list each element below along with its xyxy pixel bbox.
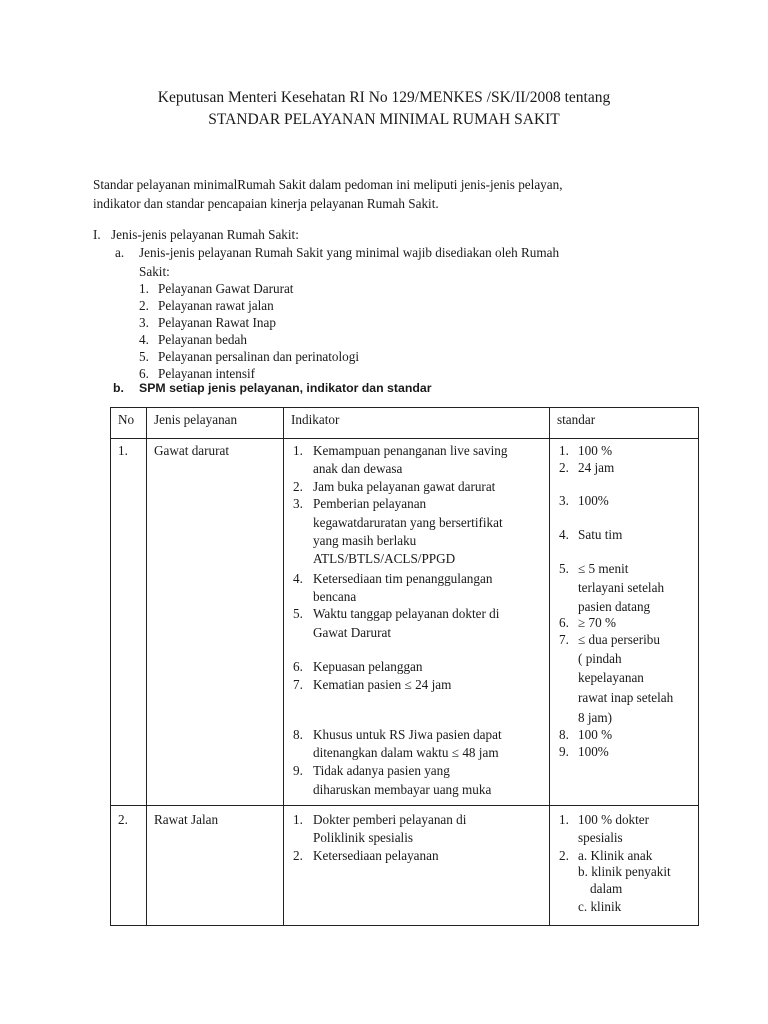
- row1-standar-item-text: 100%: [578, 493, 609, 508]
- row1-standar-item-number: 6.: [559, 615, 569, 630]
- row1-standar-item-number: 8.: [559, 727, 569, 742]
- service-item-number: 4.: [139, 332, 149, 347]
- row1-standar-item-text: rawat inap setelah: [578, 690, 674, 705]
- row2-standar-item-text: 100 % dokter: [578, 812, 650, 827]
- row1-indikator-item-number: 2.: [293, 479, 303, 494]
- row1-standar-item-text: terlayani setelah: [578, 580, 665, 595]
- row1-indikator-item-text: Tidak adanya pasien yang: [313, 763, 450, 778]
- service-item: Pelayanan bedah: [158, 332, 247, 347]
- service-item: Pelayanan persalinan dan perinatologi: [158, 349, 360, 364]
- section-marker: I.: [93, 227, 101, 242]
- service-item: Pelayanan intensif: [158, 366, 256, 381]
- row1-standar-item-number: 5.: [559, 561, 569, 576]
- row1-indikator-item-number: 8.: [293, 727, 303, 742]
- row1-indikator-item-text: ditenangkan dalam waktu ≤ 48 jam: [313, 745, 499, 760]
- row1-standar-item-text: ( pindah: [578, 651, 622, 666]
- sub-a-line2: Sakit:: [139, 264, 170, 279]
- row1-standar-item-text: kepelayanan: [578, 670, 644, 685]
- row1-indikator-item-number: 7.: [293, 677, 303, 692]
- row1-indikator-item-text: yang masih berlaku: [313, 533, 417, 548]
- row2-standar-item-text: spesialis: [578, 830, 623, 845]
- row1-indikator-item-number: 4.: [293, 571, 303, 586]
- row1-indikator-item-text: Khusus untuk RS Jiwa pasien dapat: [313, 727, 502, 742]
- row2-jenis: Rawat Jalan: [154, 812, 219, 827]
- intro-line1: Standar pelayanan minimalRumah Sakit dalam pedoman ini meliputi jenis-jenis pelayan,: [93, 177, 563, 192]
- sub-b-marker: b.: [113, 381, 124, 395]
- row1-jenis: Gawat darurat: [154, 443, 230, 458]
- row2-standar-item-text: a. Klinik anak: [578, 848, 653, 863]
- row1-indikator-item-number: 9.: [293, 763, 303, 778]
- row1-standar-item-number: 1.: [559, 443, 569, 458]
- section-heading: Jenis-jenis pelayanan Rumah Sakit:: [111, 227, 299, 242]
- row1-standar-item-number: 4.: [559, 527, 569, 542]
- row1-indikator-item-text: anak dan dewasa: [313, 461, 403, 476]
- service-item-number: 5.: [139, 349, 149, 364]
- row1-standar-item-text: ≤ 5 menit: [578, 561, 629, 576]
- row1-indikator-item-text: Gawat Darurat: [313, 625, 391, 640]
- row1-indikator-item-text: kegawatdaruratan yang bersertifikat: [313, 515, 503, 530]
- row1-no: 1.: [118, 443, 128, 458]
- service-item-number: 3.: [139, 315, 149, 330]
- row1-indikator-item-text: diharuskan membayar uang muka: [313, 782, 492, 797]
- row1-standar-item-text: 8 jam): [578, 710, 613, 725]
- sub-b-text: SPM setiap jenis pelayanan, indikator dan standar: [139, 381, 432, 395]
- row1-standar-item-text: pasien datang: [578, 599, 651, 614]
- row1-indikator-item-text: Waktu tanggap pelayanan dokter di: [313, 606, 500, 621]
- row1-indikator-item-number: 1.: [293, 443, 303, 458]
- row1-indikator-item-number: 6.: [293, 659, 303, 674]
- service-item: Pelayanan rawat jalan: [158, 298, 274, 313]
- row1-standar-item-text: 24 jam: [578, 460, 615, 475]
- intro-line2: indikator dan standar pencapaian kinerja pelayanan Rumah Sakit.: [93, 196, 439, 211]
- row1-standar-item-number: 7.: [559, 632, 569, 647]
- row2-standar-item-text: b. klinik penyakit: [578, 864, 671, 879]
- row1-indikator-item-text: bencana: [313, 589, 357, 604]
- row1-standar-item-text: 100 %: [578, 443, 613, 458]
- sub-a-line1: Jenis-jenis pelayanan Rumah Sakit yang minimal wajib disediakan oleh Rumah: [139, 245, 560, 260]
- header-jenis: Jenis pelayanan: [154, 412, 238, 427]
- row2-indikator-item-number: 1.: [293, 812, 303, 827]
- service-item: Pelayanan Rawat Inap: [158, 315, 276, 330]
- row1-indikator-item-text: Jam buka pelayanan gawat darurat: [313, 479, 496, 494]
- service-item-number: 1.: [139, 281, 149, 296]
- row2-standar-item-text: dalam: [590, 881, 623, 896]
- service-item-number: 6.: [139, 366, 149, 381]
- row1-indikator-item-number: 3.: [293, 496, 303, 511]
- row1-standar-item-text: Satu tim: [578, 527, 623, 542]
- row1-standar-item-number: 3.: [559, 493, 569, 508]
- row2-standar-item-number: 2.: [559, 848, 569, 863]
- sub-a-marker: a.: [115, 245, 125, 260]
- row1-standar-item-number: 2.: [559, 460, 569, 475]
- row1-standar-item-text: ≥ 70 %: [578, 615, 617, 630]
- row2-indikator-item-number: 2.: [293, 848, 303, 863]
- document-title-line2: STANDAR PELAYANAN MINIMAL RUMAH SAKIT: [208, 111, 560, 128]
- row1-indikator-item-text: Ketersediaan tim penanggulangan: [313, 571, 493, 586]
- row1-indikator-item-text: Pemberian pelayanan: [313, 496, 427, 511]
- document-title-line1: Keputusan Menteri Kesehatan RI No 129/MENKES /SK/II/2008 tentang: [157, 89, 611, 106]
- row2-standar-item-text: c. klinik: [578, 899, 622, 914]
- row2-indikator-item-text: Dokter pemberi pelayanan di: [313, 812, 467, 827]
- row1-indikator-item-text: Kematian pasien ≤ 24 jam: [313, 677, 452, 692]
- row1-standar-item-text: 100 %: [578, 727, 613, 742]
- row1-indikator-item-text: Kepuasan pelanggan: [313, 659, 423, 674]
- header-no: No: [118, 412, 135, 427]
- row1-indikator-item-text: ATLS/BTLS/ACLS/PPGD: [313, 551, 456, 566]
- row1-indikator-item-number: 5.: [293, 606, 303, 621]
- header-standar: standar: [557, 412, 596, 427]
- header-indikator: Indikator: [291, 412, 340, 427]
- row1-standar-item-number: 9.: [559, 744, 569, 759]
- row2-standar-item-number: 1.: [559, 812, 569, 827]
- row1-indikator-item-text: Kemampuan penanganan live saving: [313, 443, 508, 458]
- service-item: Pelayanan Gawat Darurat: [158, 281, 294, 296]
- row2-indikator-item-text: Poliklinik spesialis: [313, 830, 414, 845]
- service-item-number: 2.: [139, 298, 149, 313]
- row2-no: 2.: [118, 812, 128, 827]
- row1-standar-item-text: ≤ dua perseribu: [578, 632, 660, 647]
- row2-indikator-item-text: Ketersediaan pelayanan: [313, 848, 439, 863]
- row1-standar-item-text: 100%: [578, 744, 609, 759]
